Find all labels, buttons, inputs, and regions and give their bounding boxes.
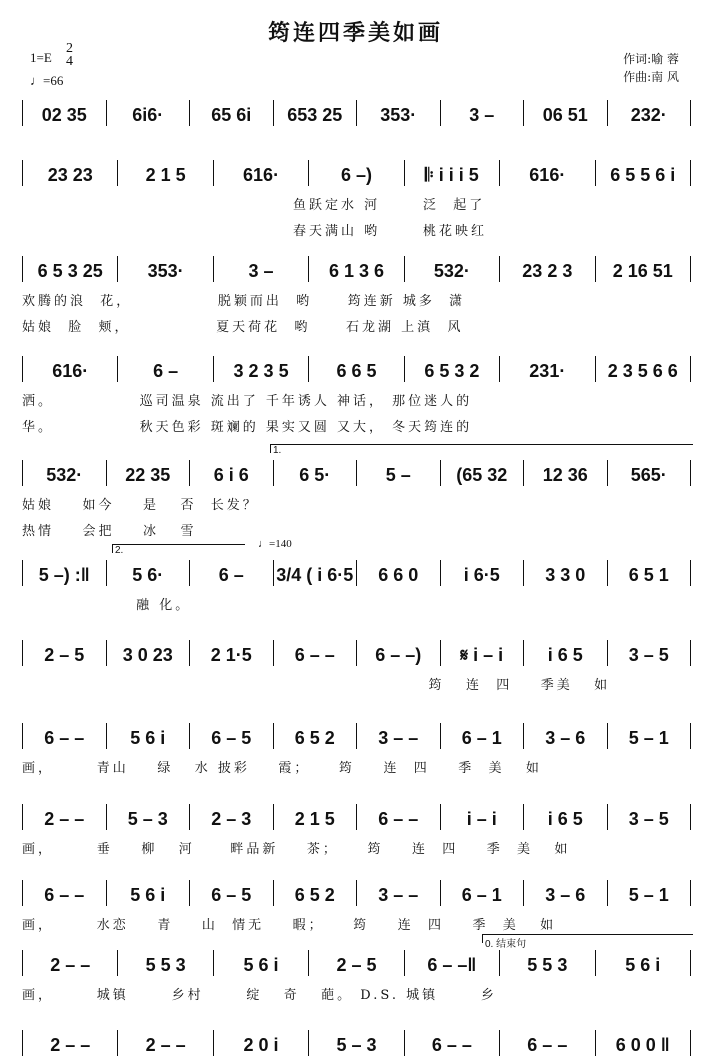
score-line <box>22 939 690 1003</box>
measure: 6 – –‖ <box>405 950 500 976</box>
time-signature <box>66 42 73 68</box>
measure-row <box>22 100 691 126</box>
measure: 2 1·5 <box>190 640 274 666</box>
score-line <box>22 640 690 693</box>
measure: 6 – 5 <box>190 880 274 906</box>
measure: 3 0 23 <box>107 640 191 666</box>
lyric-line: 画， 水恋 青 山 情无 暇； 筠 连 四 季 美 如 <box>22 918 557 933</box>
measure: 02 35 <box>23 100 107 126</box>
measure: 2 – – <box>23 1030 118 1056</box>
lyric-line: 画， 垂 柳 河 畔品新 茶； 筠 连 四 季 美 如 <box>22 842 571 857</box>
time-signature-bottom: 4 <box>66 54 73 69</box>
score-line <box>22 538 690 613</box>
measure: 6 6 0 <box>357 560 441 586</box>
measure: i 6 5 <box>524 804 608 830</box>
measure-row <box>22 1030 691 1056</box>
measure: 2 – 5 <box>309 950 404 976</box>
measure: 616· <box>500 160 595 186</box>
measure: 353· <box>357 100 441 126</box>
measure: 3 2 3 5 <box>214 356 309 382</box>
measure-row <box>22 560 691 586</box>
measure: 2 – 5 <box>23 640 107 666</box>
key-signature: 1=E <box>30 50 52 65</box>
measure: 6 – 5 <box>190 723 274 749</box>
measure: 6 5 1 <box>608 560 692 586</box>
measure: 6 – – <box>274 640 358 666</box>
measure: 5 6 i <box>107 723 191 749</box>
measure: 6 5 2 <box>274 880 358 906</box>
measure: 2 1 5 <box>274 804 358 830</box>
measure: 5 – <box>357 460 441 486</box>
credits <box>623 50 679 86</box>
measure: 5 5 3 <box>118 950 213 976</box>
measure: 𝄋 i – i <box>441 640 525 666</box>
measure: 2 3 5 6 6 <box>596 356 691 382</box>
measure: 5 – 3 <box>309 1030 404 1056</box>
measure: 6 – –) <box>357 640 441 666</box>
score-line <box>22 445 690 539</box>
measure: 2 – 3 <box>190 804 274 830</box>
score-line <box>22 356 690 435</box>
measure: 𝄆 i i i 5 <box>405 160 500 186</box>
measure: 23 2 3 <box>500 256 595 282</box>
measure: 3 – 5 <box>608 640 692 666</box>
measure-row <box>22 256 691 282</box>
measure: 6 5· <box>274 460 358 486</box>
measure: 23 23 <box>23 160 118 186</box>
tempo-marking: ♩=66 <box>30 73 64 88</box>
measure: 653 25 <box>274 100 358 126</box>
measure-row <box>22 160 691 186</box>
measure: 6i6· <box>107 100 191 126</box>
measure: 6 – <box>190 560 274 586</box>
measure: 6 – – <box>23 723 107 749</box>
measure: 22 35 <box>107 460 191 486</box>
score-line <box>22 100 690 126</box>
measure-row <box>22 880 691 906</box>
score-line <box>22 880 690 933</box>
measure-row <box>22 640 691 666</box>
measure: 532· <box>23 460 107 486</box>
measure: 6 – – <box>23 880 107 906</box>
measure: 5 5 3 <box>500 950 595 976</box>
measure: 6 – – <box>357 804 441 830</box>
measure-row <box>22 356 691 382</box>
measure: 616· <box>23 356 118 382</box>
measure: 3 3 0 <box>524 560 608 586</box>
ending-phrase-label: 0. 结束句 <box>482 934 693 943</box>
volta-first-ending: 1. <box>270 444 693 453</box>
lyric-line: 画， 城镇 乡村 绽 奇 葩。 D.S. 城镇 乡 <box>22 988 497 1003</box>
score-title: 筠连四季美如画 <box>267 20 443 46</box>
lyric-line: 鱼跃定水 河 泛 起了 <box>22 198 486 213</box>
measure: 6 – – <box>405 1030 500 1056</box>
measure: 6 0 0 ‖ <box>596 1030 691 1056</box>
measure: 6 6 5 <box>309 356 404 382</box>
measure: 3/4 ( i 6·5 <box>274 560 358 586</box>
measure: i 6 5 <box>524 640 608 666</box>
measure: 5 –) :‖ <box>23 560 107 586</box>
measure: 5 6 i <box>596 950 691 976</box>
time-signature-top: 2 <box>66 41 73 56</box>
lyric-line: 欢腾的浪 花， 脱颖而出 哟 筠连新 城多 潇 <box>22 294 466 309</box>
measure: 532· <box>405 256 500 282</box>
measure: 5 6 i <box>214 950 309 976</box>
measure-row <box>22 723 691 749</box>
measure: 6 5 3 2 <box>405 356 500 382</box>
measure: 2 – – <box>23 950 118 976</box>
measure-row <box>22 460 691 486</box>
measure: 3 – <box>441 100 525 126</box>
measure: 5 – 1 <box>608 723 692 749</box>
measure: 6 – 1 <box>441 723 525 749</box>
lyric-line: 姑娘 如今 是 否 长发？ <box>22 498 259 513</box>
measure: 12 36 <box>524 460 608 486</box>
measure: 5 6 i <box>107 880 191 906</box>
lyricist-credit: 作词:喻 蓉 <box>623 52 679 66</box>
lyric-line: 热情 会把 冰 雪 <box>22 524 197 539</box>
measure: 3 – <box>214 256 309 282</box>
measure-row <box>22 804 691 830</box>
volta-second-ending: 2. <box>112 544 245 553</box>
measure: 5 – 3 <box>107 804 191 830</box>
measure: 65 6i <box>190 100 274 126</box>
measure: 2 – – <box>23 804 107 830</box>
measure: 2 16 51 <box>596 256 691 282</box>
measure: 232· <box>608 100 692 126</box>
lyric-line: 融 化。 <box>22 598 192 613</box>
composer-credit: 作曲:南 风 <box>623 70 679 84</box>
measure: 616· <box>214 160 309 186</box>
measure: 6 – – <box>500 1030 595 1056</box>
measure: 6 – <box>118 356 213 382</box>
measure: 5 6· <box>107 560 191 586</box>
lyric-line: 筠 连 四 季美 如 <box>22 678 611 693</box>
measure: 6 5 3 25 <box>23 256 118 282</box>
lyric-line: 洒。 巡司温泉 流出了 千年诱人 神话， 那位迷人的 <box>22 394 473 409</box>
score-line <box>22 256 690 335</box>
score-line <box>22 804 690 857</box>
measure: 231· <box>500 356 595 382</box>
measure: 5 – 1 <box>608 880 692 906</box>
score-line <box>22 723 690 776</box>
lyric-line: 华。 秋天色彩 斑斓的 果实又圆 又大， 冬天筠连的 <box>22 420 473 435</box>
measure: 6 1 3 6 <box>309 256 404 282</box>
measure-row <box>22 950 691 976</box>
measure: 3 – – <box>357 723 441 749</box>
lyric-line: 春天满山 哟 桃花映红 <box>22 224 487 239</box>
measure: 06 51 <box>524 100 608 126</box>
measure: 6 5 2 <box>274 723 358 749</box>
measure: 353· <box>118 256 213 282</box>
measure: 3 – 6 <box>524 723 608 749</box>
measure: 2 1 5 <box>118 160 213 186</box>
measure: 3 – 6 <box>524 880 608 906</box>
measure: 3 – 5 <box>608 804 692 830</box>
measure: 6 i 6 <box>190 460 274 486</box>
score-line <box>22 160 690 239</box>
measure: 6 –) <box>309 160 404 186</box>
measure: 2 0 i <box>214 1030 309 1056</box>
measure: 6 5 5 6 i <box>596 160 691 186</box>
measure: i – i <box>441 804 525 830</box>
measure: i 6·5 <box>441 560 525 586</box>
measure: 2 – – <box>118 1030 213 1056</box>
measure: 3 – – <box>357 880 441 906</box>
measure: 565· <box>608 460 692 486</box>
lyric-line: 画， 青山 绿 水 披彩 霞； 筠 连 四 季 美 如 <box>22 761 542 776</box>
measure: (65 32 <box>441 460 525 486</box>
tempo-change: ♩=140 <box>258 538 292 550</box>
measure: 6 – 1 <box>441 880 525 906</box>
score-line <box>22 1030 690 1056</box>
lyric-line: 姑娘 脸 颊， 夏天荷花 哟 石龙湖 上滇 风 <box>22 320 464 335</box>
